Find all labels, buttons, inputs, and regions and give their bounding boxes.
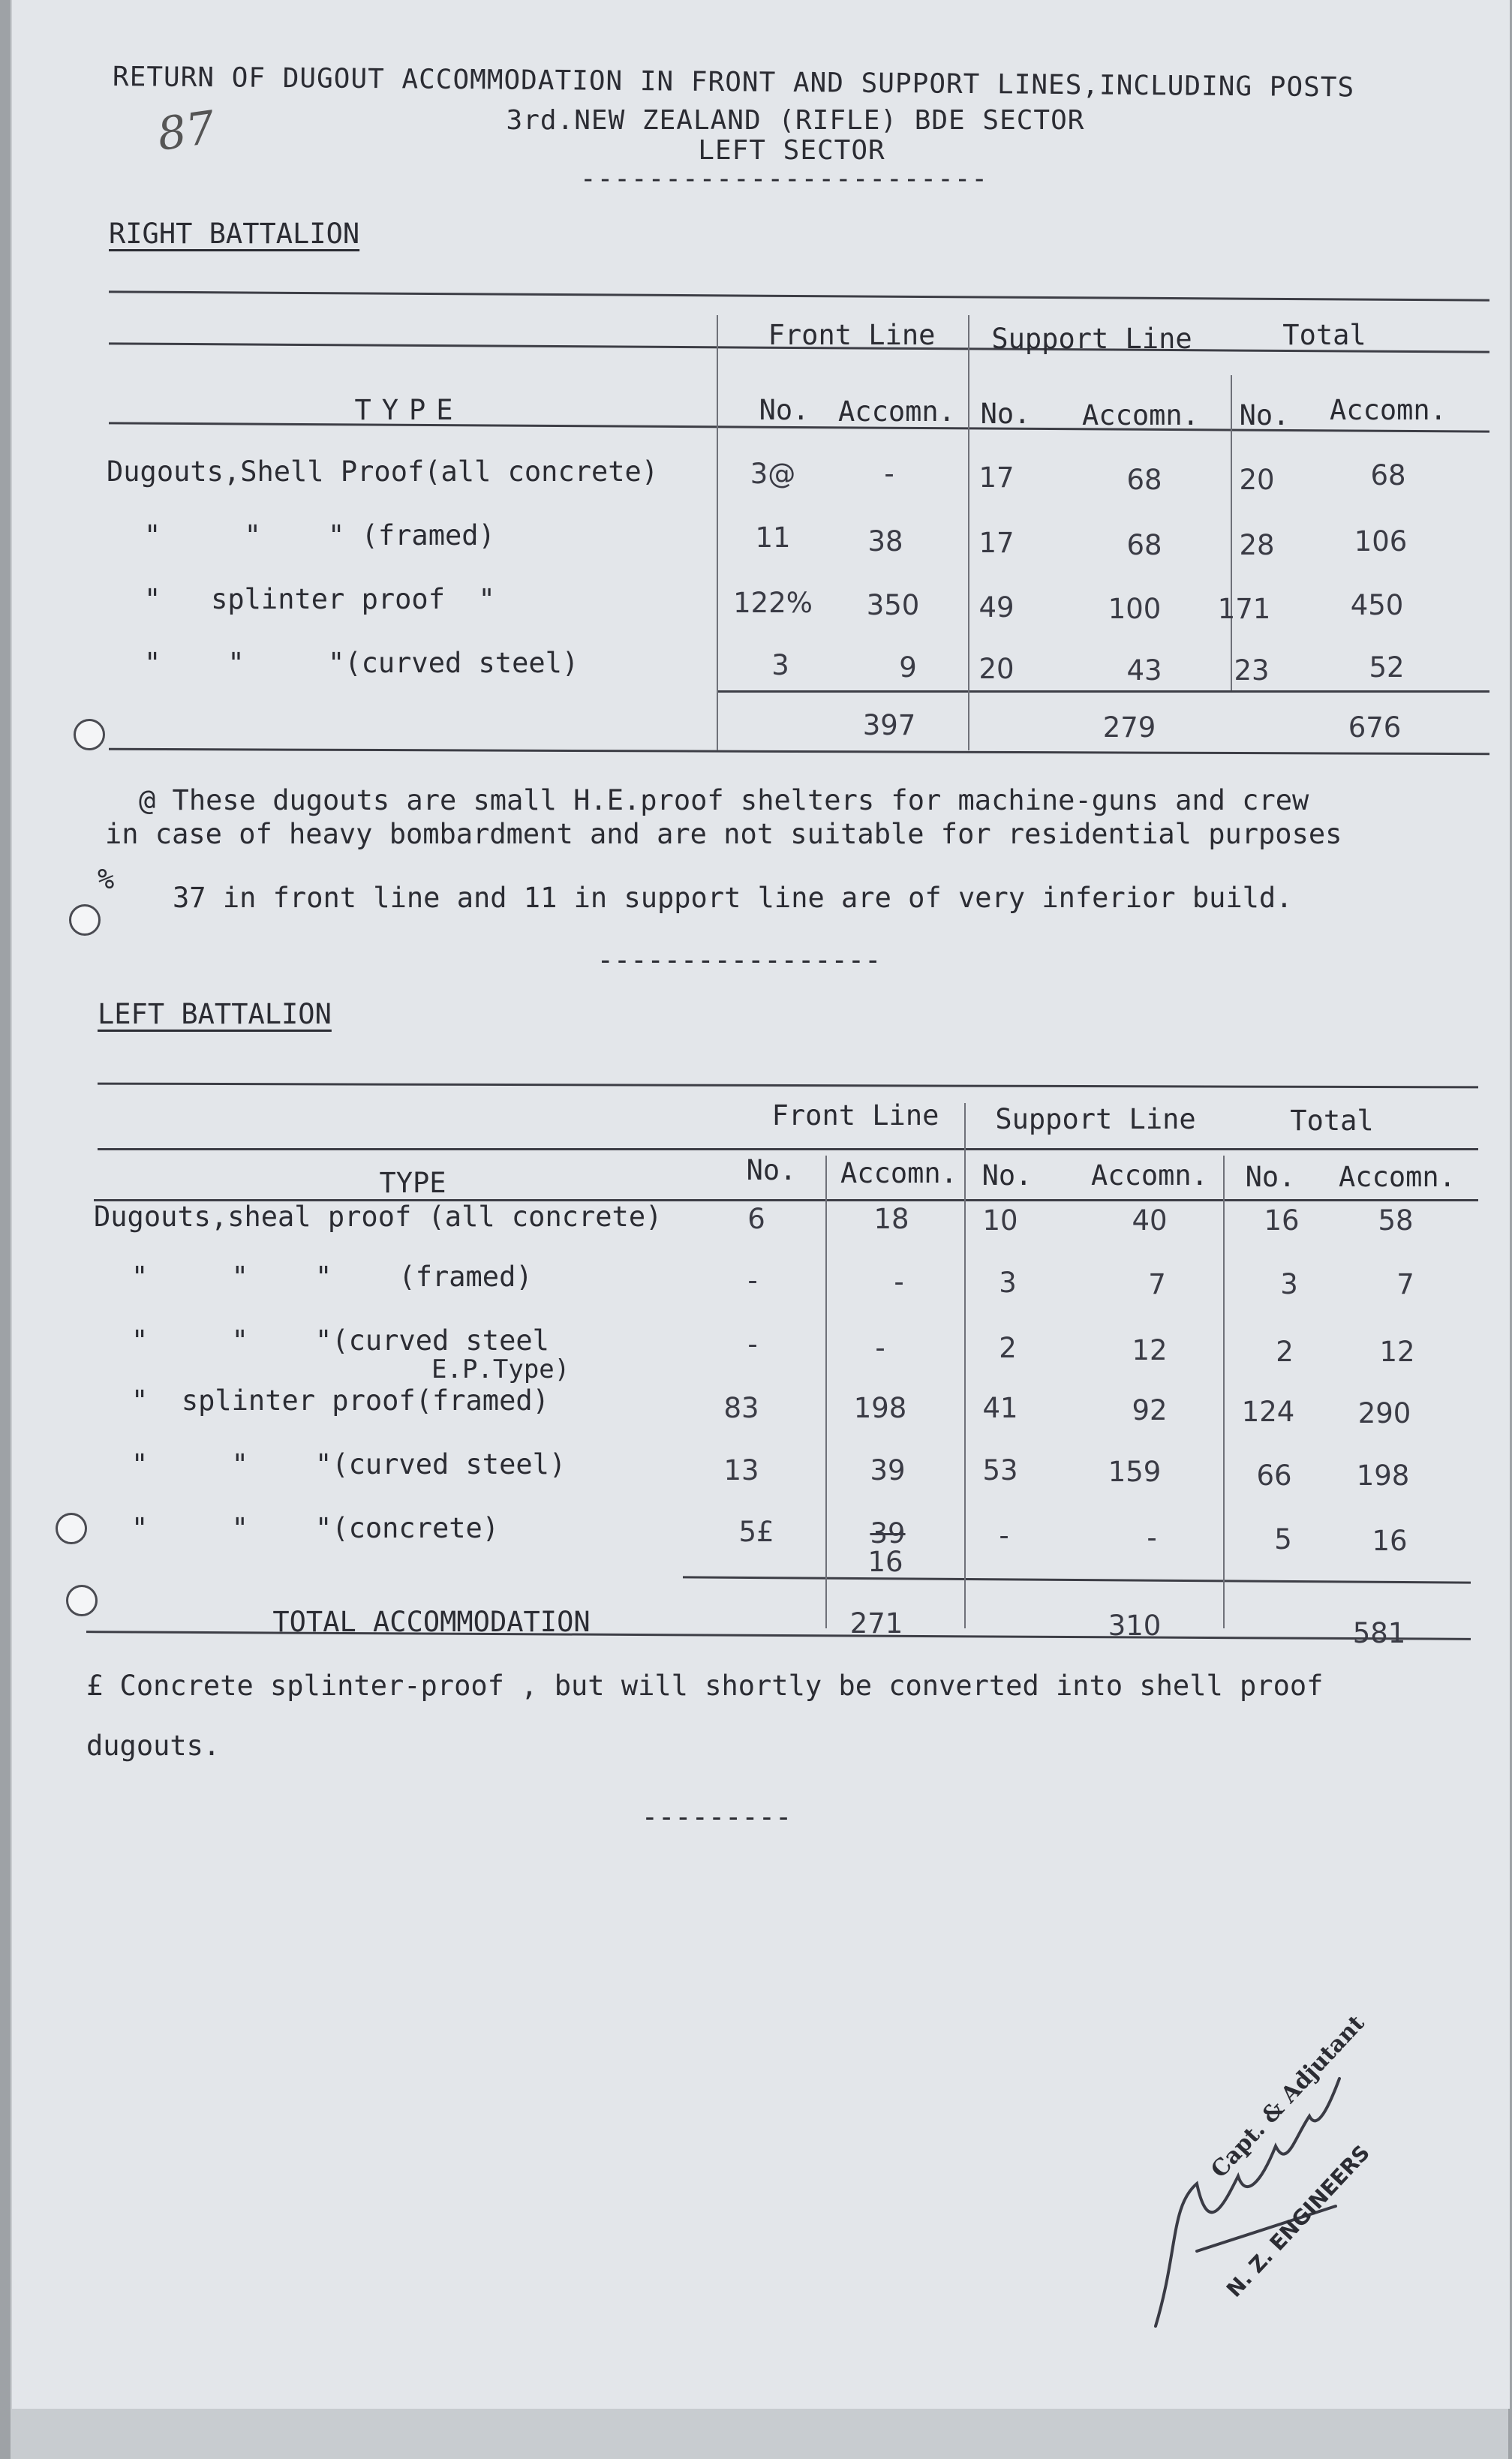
cell-sl-acc: 92 [1132,1394,1168,1426]
cell-fl-acc: - [894,1266,904,1298]
table-rule [717,690,1489,693]
column-divider [1231,375,1232,690]
cell-sl-no: 41 [982,1392,1018,1424]
cell-fl-acc-correction: 16 [867,1546,903,1578]
cell-sl-no: 17 [978,527,1015,559]
total-sl-acc: 310 [1108,1610,1162,1642]
cell-fl-no: - [747,1328,758,1360]
cell-fl-acc: - [875,1332,885,1364]
cell-t-no: 3 [1280,1268,1298,1300]
total-t-acc: 581 [1352,1617,1406,1649]
col-header-t-acc: Accomn. [1339,1161,1456,1193]
cell-sl-no: 53 [982,1454,1018,1487]
signature-icon [1126,2026,1448,2341]
cell-sl-acc: 12 [1132,1334,1168,1366]
cell-sl-acc: 68 [1126,464,1162,496]
cell-t-acc: 290 [1357,1397,1411,1429]
row-type: " splinter proof(framed) [131,1384,549,1417]
table-rule [98,1148,1478,1150]
total-sl-acc: 279 [1102,711,1156,744]
cell-t-no: 2 [1276,1336,1294,1368]
cell-sl-no: 20 [978,653,1015,685]
col-header-sl-no: No. [981,1159,1033,1192]
col-header-t-no: No. [1239,399,1290,431]
col-header-type: TYPE [379,1167,446,1199]
col-header-sl-acc: Accomn. [1082,399,1199,431]
cell-t-no: 23 [1234,654,1270,687]
cell-fl-no: 3@ [750,458,796,490]
cell-sl-acc: - [1147,1522,1157,1554]
total-fl-acc: 397 [862,709,916,741]
cell-sl-no: 17 [978,461,1015,494]
col-header-type: TYPE [354,394,464,426]
cell-fl-no: 122% [733,587,813,619]
cell-sl-no: 49 [978,591,1015,624]
cell-t-no: 66 [1256,1459,1292,1492]
cell-t-acc: 450 [1350,589,1404,621]
footnote-percent: 37 in front line and 11 in support line are of very inferior build. [173,882,1293,914]
col-header-fl-acc: Accomn. [840,1157,957,1189]
footnote-percent-mark: % [98,863,115,895]
col-group-support-line: Support Line [995,1103,1196,1135]
col-header-fl-no: No. [746,1154,797,1186]
column-divider [825,1156,827,1628]
col-group-total: Total [1282,319,1366,351]
cell-sl-no: - [999,1520,1009,1552]
col-group-front-line: Front Line [768,319,936,351]
punch-hole [66,1585,98,1616]
cell-fl-acc: - [884,458,894,490]
column-divider [964,1103,966,1628]
row-type: " " " (framed) [144,519,495,552]
row-type: " " "(curved steel) [131,1448,567,1481]
punch-hole [56,1513,87,1544]
row-type: Dugouts,Shell Proof(all concrete) [107,455,659,488]
cell-sl-no: 10 [982,1204,1018,1237]
row-type-sub: E.P.Type) [431,1354,570,1384]
cell-fl-acc: 38 [867,525,903,558]
cell-sl-acc: 159 [1108,1456,1162,1488]
background-strip [11,2409,1508,2459]
cell-fl-acc: 9 [899,651,917,684]
cell-fl-acc: 18 [873,1203,909,1235]
col-header-fl-no: No. [759,394,810,426]
total-label: TOTAL ACCOMMODATION [272,1606,591,1638]
col-header-sl-acc: Accomn. [1091,1159,1208,1192]
row-type: " " "(curved steel [131,1324,549,1357]
document-title: RETURN OF DUGOUT ACCOMMODATION IN FRONT AND SUPPORT LINES,INCLUDING POSTS [112,62,1355,104]
header-divider: ------------------------ [579,164,989,194]
brigade-sector: 3rd.NEW ZEALAND (RIFLE) BDE SECTOR [506,105,1085,136]
cell-sl-no: 2 [999,1332,1017,1364]
total-t-acc: 676 [1348,711,1402,744]
section-divider: ----------------- [597,944,882,976]
cell-fl-acc: 350 [866,589,920,621]
cell-fl-no: 3 [771,649,789,681]
col-header-sl-no: No. [980,398,1031,430]
cell-sl-no: 3 [999,1267,1017,1299]
col-header-t-no: No. [1245,1161,1296,1193]
cell-sl-acc: 100 [1108,593,1162,625]
cell-sl-acc: 68 [1126,529,1162,561]
cell-fl-acc: 39 [870,1454,906,1487]
column-divider [1223,1156,1225,1628]
row-type: " " "(concrete) [131,1512,500,1544]
sector-name: LEFT SECTOR [698,135,885,166]
row-type: " " "(curved steel) [144,647,579,679]
cell-fl-acc: 39 [870,1517,906,1550]
punch-hole [74,719,105,750]
cell-fl-no: 13 [723,1454,759,1487]
cell-sl-acc: 7 [1148,1268,1166,1300]
cell-t-acc: 58 [1378,1204,1414,1237]
left-battalion-title: LEFT BATTALION [98,998,332,1030]
page-number: 87 [154,101,218,161]
cell-sl-acc: 43 [1126,654,1162,687]
col-group-total: Total [1290,1105,1374,1137]
total-fl-acc: 271 [849,1607,903,1640]
end-divider: --------- [641,1801,792,1833]
column-divider [717,315,718,750]
right-battalion-title: RIGHT BATTALION [109,218,360,250]
cell-fl-no: 11 [755,522,791,554]
cell-t-acc: 12 [1379,1336,1415,1368]
footnote-at: @ These dugouts are small H.E.proof shelters for machine-guns and crew [139,784,1309,816]
cell-fl-acc: 198 [853,1392,907,1424]
cell-t-no: 28 [1239,529,1275,561]
cell-fl-no: 5£ [738,1516,774,1548]
cell-t-acc: 52 [1369,651,1405,684]
row-type: Dugouts,sheal proof (all concrete) [94,1201,663,1233]
stamp-line-1: Capt. & Adjutant [1206,2010,1370,2184]
cell-t-no: 124 [1241,1396,1295,1428]
cell-t-acc: 198 [1356,1459,1410,1492]
footnote-pound: £ Concrete splinter-proof , but will shortly be converted into shell proof [86,1670,1324,1702]
col-group-support-line: Support Line [991,323,1192,355]
footnote-pound-continued: dugouts. [86,1730,221,1762]
cell-t-acc: 106 [1354,525,1408,558]
cell-t-acc: 16 [1372,1525,1408,1557]
cell-t-no: 171 [1217,593,1271,625]
footnote-at-continued: in case of heavy bombardment and are not suitable for residential purposes [105,818,1342,850]
col-group-front-line: Front Line [771,1099,939,1132]
cell-fl-no: - [747,1264,758,1297]
cell-t-acc: 68 [1370,459,1406,491]
row-type: " splinter proof " [144,583,495,615]
cell-fl-no: 6 [747,1203,765,1235]
punch-hole [69,904,101,936]
cell-fl-no: 83 [723,1392,759,1424]
column-divider [968,315,969,750]
row-type: " " " (framed) [131,1261,533,1293]
signature-stamp [1126,2010,1448,2341]
cell-t-acc: 7 [1396,1268,1414,1300]
col-header-t-acc: Accomn. [1330,394,1447,426]
cell-t-no: 20 [1239,464,1275,496]
stamp-line-2: N. Z. ENGINEERS [1221,2140,1375,2302]
cell-sl-acc: 40 [1132,1204,1168,1237]
cell-t-no: 5 [1274,1523,1292,1556]
cell-t-no: 16 [1264,1204,1300,1237]
col-header-fl-acc: Accomn. [838,395,955,428]
